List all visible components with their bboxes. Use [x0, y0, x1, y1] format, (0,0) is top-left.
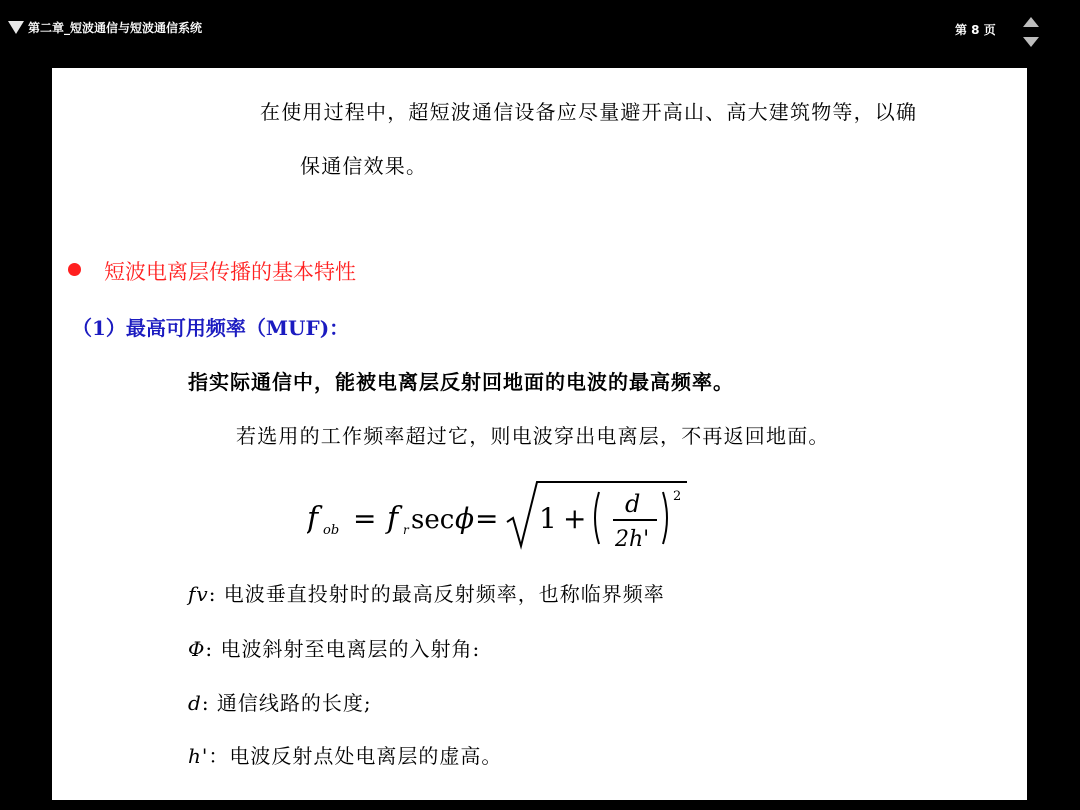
- definition-d-text: : 通信线路的长度;: [201, 691, 372, 715]
- intro-line-2: 保通信效果。: [300, 154, 428, 178]
- formula-eq-1: =: [353, 502, 377, 535]
- top-bar: [0, 0, 1080, 62]
- formula-sec: sec: [411, 505, 455, 535]
- chapter-title-text: 第二章_短波通信与短波通信系统: [28, 21, 203, 35]
- formula-eq-2: =: [475, 502, 499, 535]
- formula-mid-sub: r: [403, 523, 409, 537]
- muf-formula: [307, 476, 697, 556]
- formula-mid: f: [387, 501, 399, 536]
- symbol-d: d: [188, 691, 202, 715]
- right-paren: [663, 492, 667, 544]
- symbol-phi: Φ: [188, 637, 206, 661]
- formula-num: d: [625, 490, 641, 518]
- note-text: 若选用的工作频率超过它，则电波穿出电离层，不再返回地面。: [236, 424, 830, 448]
- formula-den: 2h': [615, 527, 650, 552]
- section-heading: 短波电离层传播的基本特性: [104, 260, 356, 284]
- intro-line-1: 在使用过程中，超短波通信设备应尽量避开高山、高大建筑物等，以确: [260, 100, 918, 124]
- formula-lhs-sub: ob: [323, 523, 340, 538]
- symbol-h: h': [188, 744, 209, 768]
- triangle-down-icon[interactable]: [8, 21, 24, 34]
- subsection-heading: （1）最高可用频率（MUF)：: [72, 316, 350, 340]
- formula-plus: +: [563, 502, 587, 535]
- formula-phi: ϕ: [455, 502, 475, 535]
- formula-one: 1: [539, 502, 557, 535]
- slide-content: [52, 68, 1027, 800]
- chapter-title[interactable]: [8, 19, 202, 36]
- page-indicator: 第 8 页: [955, 23, 996, 37]
- definition-phi: [188, 633, 480, 662]
- symbol-fv: fv: [188, 582, 209, 606]
- definition-fv-text: : 电波垂直投射时的最高反射频率，也称临界频率: [208, 582, 665, 606]
- definition-h-text: ：电波反射点处电离层的虚高。: [208, 744, 503, 768]
- definition-d: [188, 687, 372, 716]
- formula-lhs: f: [307, 501, 319, 536]
- arrow-up-icon[interactable]: [1023, 17, 1039, 27]
- left-paren: [595, 492, 599, 544]
- bullet-dot: [68, 263, 81, 276]
- definition-phi-text: : 电波斜射至电离层的入射角:: [205, 637, 481, 661]
- definition-fv: [188, 578, 665, 607]
- definition-text: 指实际通信中，能被电离层反射回地面的电波的最高频率。: [188, 370, 734, 394]
- formula-exp: 2: [673, 489, 682, 504]
- definition-h: [188, 740, 502, 769]
- arrow-down-icon[interactable]: [1023, 37, 1039, 47]
